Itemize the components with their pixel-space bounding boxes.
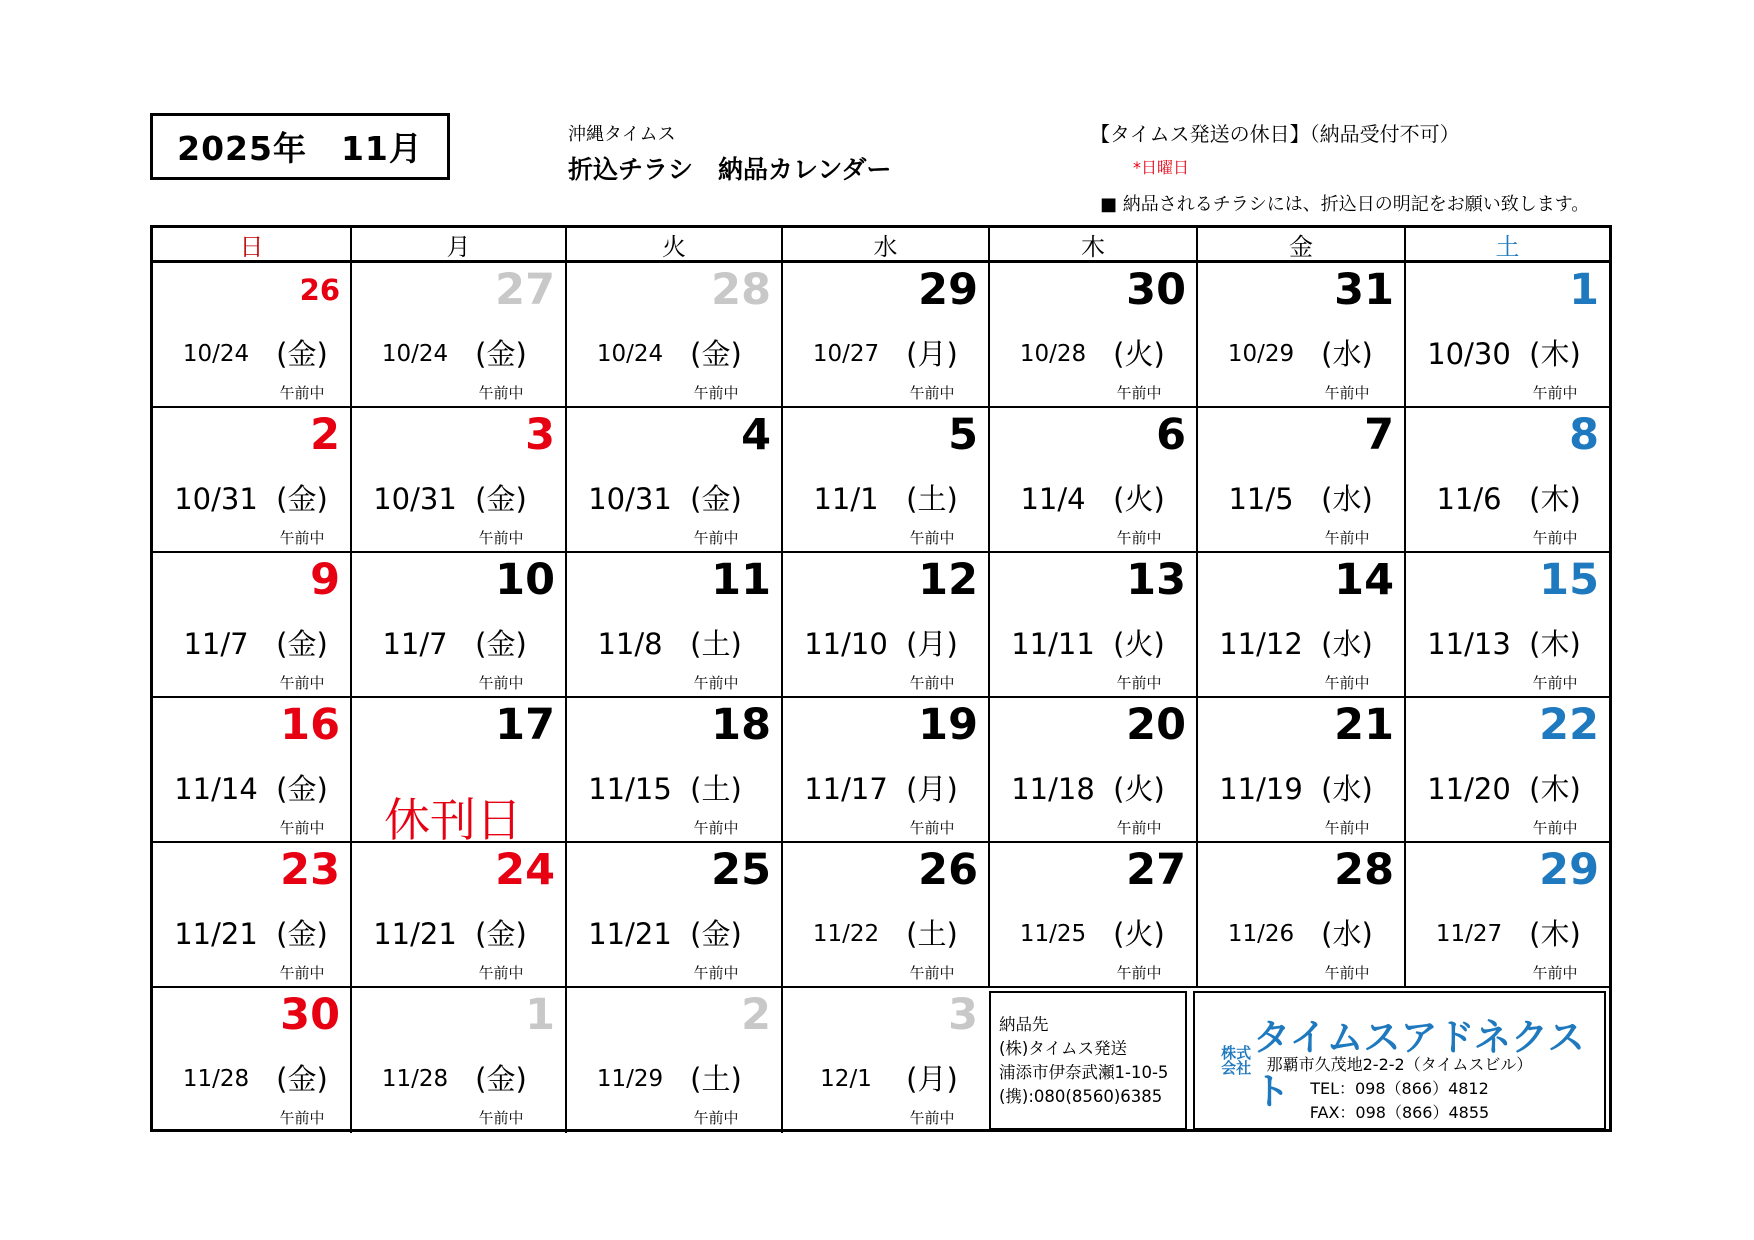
day-number: 7 <box>1364 410 1394 460</box>
delivery-time: 午前中 <box>1324 674 1370 692</box>
delivery-date <box>1206 919 1382 949</box>
day-cell <box>1196 698 1404 841</box>
delivery-weekday: (火) <box>1113 337 1165 371</box>
company-fax: FAX：098（866）4855 <box>1309 1103 1490 1122</box>
delivery-time: 午前中 <box>909 529 955 547</box>
day-number: 18 <box>711 700 771 750</box>
delivery-weekday: (木) <box>1529 627 1581 661</box>
delivery-time: 午前中 <box>279 964 325 982</box>
delivery-time: 午前中 <box>693 674 739 692</box>
day-number: 24 <box>495 845 555 895</box>
delivery-time: 午前中 <box>1532 384 1578 402</box>
flyer-note: ■ 納品されるチラシには、折込日の明記をお願い致します。 <box>1100 194 1590 215</box>
delivery-weekday: (金) <box>690 917 742 951</box>
day-cell <box>153 988 350 1133</box>
week-row <box>153 843 1609 988</box>
delivery-month-day: 11/8 <box>597 627 663 661</box>
delivery-time: 午前中 <box>693 964 739 982</box>
closed-days: *日曜日 <box>1133 158 1190 177</box>
day-cell <box>565 698 781 841</box>
day-number: 27 <box>1126 845 1186 895</box>
delivery-month-day: 10/29 <box>1227 341 1295 367</box>
day-number: 20 <box>1126 700 1186 750</box>
delivery-month-day: 11/22 <box>812 921 880 947</box>
destination-name: (株)タイムス発送 <box>999 1039 1128 1058</box>
delivery-weekday: (金) <box>475 1062 527 1096</box>
delivery-weekday: (金) <box>690 337 742 371</box>
delivery-date <box>998 919 1174 949</box>
logo-prefix-bottom: 会社 <box>1221 1059 1252 1077</box>
day-number: 28 <box>1334 845 1394 895</box>
delivery-weekday: (金) <box>475 337 527 371</box>
delivery-weekday: (金) <box>276 627 328 661</box>
day-number: 1 <box>1569 265 1599 315</box>
delivery-destination <box>989 991 1187 1130</box>
delivery-date <box>791 629 967 659</box>
weekday-header-2: 火 <box>565 228 781 260</box>
week-row <box>153 553 1609 698</box>
day-number: 4 <box>741 410 771 460</box>
delivery-month-day: 11/27 <box>1435 921 1503 947</box>
closed-notice: 【タイムス発送の休日】（納品受付不可） <box>1090 122 1460 146</box>
day-cell <box>153 553 350 696</box>
day-number: 3 <box>525 410 555 460</box>
delivery-weekday: (火) <box>1113 917 1165 951</box>
day-number: 31 <box>1334 265 1394 315</box>
day-cell <box>781 553 988 696</box>
day-cell <box>1404 553 1609 696</box>
day-cell <box>781 408 988 551</box>
day-number: 22 <box>1539 700 1599 750</box>
delivery-month-day: 11/6 <box>1436 482 1502 516</box>
delivery-weekday: (土) <box>906 482 958 516</box>
delivery-weekday: (月) <box>906 337 958 371</box>
delivery-weekday: (金) <box>276 772 328 806</box>
delivery-weekday: (水) <box>1321 337 1373 371</box>
logo-prefix-top: 株式 <box>1221 1044 1252 1062</box>
day-cell <box>988 698 1196 841</box>
delivery-date <box>161 339 337 369</box>
day-number: 2 <box>310 410 340 460</box>
delivery-time: 午前中 <box>478 964 524 982</box>
month-title: 2025年 11月 <box>177 129 423 168</box>
day-cell <box>988 263 1196 406</box>
day-cell <box>988 843 1196 986</box>
calendar-title: 折込チラシ 納品カレンダー <box>568 155 892 184</box>
delivery-date <box>360 919 536 949</box>
delivery-weekday: (火) <box>1113 627 1165 661</box>
delivery-time: 午前中 <box>1116 819 1162 837</box>
delivery-month-day: 11/29 <box>596 1066 664 1092</box>
delivery-month-day: 10/24 <box>381 341 449 367</box>
delivery-month-day: 11/14 <box>174 772 258 806</box>
delivery-date <box>360 629 536 659</box>
delivery-date <box>575 629 751 659</box>
day-cell <box>565 553 781 696</box>
delivery-month-day: 10/28 <box>1019 341 1087 367</box>
destination-mobile: (携):080(8560)6385 <box>999 1087 1163 1106</box>
publisher-name: 沖縄タイムス <box>568 124 676 145</box>
delivery-time: 午前中 <box>279 1109 325 1127</box>
day-cell <box>350 263 565 406</box>
delivery-time: 午前中 <box>1532 529 1578 547</box>
delivery-weekday: (火) <box>1113 772 1165 806</box>
delivery-month-day: 11/10 <box>804 627 888 661</box>
day-number: 1 <box>525 990 555 1040</box>
delivery-month-day: 10/31 <box>174 482 258 516</box>
weekday-header-5: 金 <box>1196 228 1404 260</box>
week-row <box>153 263 1609 408</box>
delivery-month-day: 11/12 <box>1219 627 1303 661</box>
delivery-weekday: (月) <box>906 627 958 661</box>
delivery-time: 午前中 <box>909 674 955 692</box>
delivery-month-day: 10/31 <box>373 482 457 516</box>
delivery-weekday: (土) <box>906 917 958 951</box>
day-number: 3 <box>948 990 978 1040</box>
delivery-month-day: 11/28 <box>381 1066 449 1092</box>
delivery-date <box>998 484 1174 514</box>
weekday-header-0: 日 <box>239 232 264 261</box>
day-cell <box>1196 843 1404 986</box>
month-title-box <box>150 113 450 180</box>
day-cell <box>153 408 350 551</box>
delivery-month-day: 11/28 <box>182 1066 250 1092</box>
delivery-month-day: 11/7 <box>183 627 249 661</box>
delivery-calendar <box>150 225 1612 1132</box>
delivery-weekday: (金) <box>690 482 742 516</box>
day-cell <box>988 553 1196 696</box>
delivery-time: 午前中 <box>909 964 955 982</box>
day-number: 10 <box>495 555 555 605</box>
destination-label: 納品先 <box>999 1015 1049 1034</box>
day-cell <box>1404 698 1609 841</box>
day-cell <box>565 408 781 551</box>
day-number: 12 <box>918 555 978 605</box>
delivery-weekday: (月) <box>906 1062 958 1096</box>
day-number: 15 <box>1539 555 1599 605</box>
day-number: 14 <box>1334 555 1394 605</box>
company-tel: TEL：098（866）4812 <box>1310 1079 1489 1098</box>
delivery-time: 午前中 <box>1116 529 1162 547</box>
delivery-month-day: 11/20 <box>1427 772 1511 806</box>
delivery-date <box>998 629 1174 659</box>
delivery-time: 午前中 <box>279 384 325 402</box>
day-number: 29 <box>918 265 978 315</box>
day-number: 25 <box>711 845 771 895</box>
day-cell <box>1404 408 1609 551</box>
day-cell <box>153 843 350 986</box>
delivery-date <box>791 484 967 514</box>
delivery-weekday: (木) <box>1529 772 1581 806</box>
delivery-date <box>1414 774 1590 804</box>
delivery-month-day: 11/21 <box>174 917 258 951</box>
company-info <box>1193 991 1606 1130</box>
delivery-month-day: 11/21 <box>373 917 457 951</box>
day-cell <box>350 408 565 551</box>
delivery-weekday: (木) <box>1529 337 1581 371</box>
delivery-time: 午前中 <box>1532 964 1578 982</box>
delivery-date <box>360 1064 536 1094</box>
day-cell <box>781 698 988 841</box>
delivery-month-day: 11/7 <box>382 627 448 661</box>
delivery-month-day: 11/5 <box>1228 482 1294 516</box>
delivery-time: 午前中 <box>478 529 524 547</box>
company-contact <box>1195 1053 1604 1125</box>
day-number: 30 <box>280 990 340 1040</box>
delivery-date <box>575 919 751 949</box>
delivery-month-day: 11/26 <box>1227 921 1295 947</box>
day-number: 11 <box>711 555 771 605</box>
delivery-date <box>575 774 751 804</box>
day-number: 8 <box>1569 410 1599 460</box>
delivery-time: 午前中 <box>1116 674 1162 692</box>
delivery-time: 午前中 <box>909 384 955 402</box>
delivery-month-day: 10/24 <box>182 341 250 367</box>
day-number: 23 <box>280 845 340 895</box>
delivery-weekday: (金) <box>276 482 328 516</box>
delivery-date <box>1206 484 1382 514</box>
day-number: 2 <box>741 990 771 1040</box>
delivery-month-day: 10/24 <box>596 341 664 367</box>
delivery-date <box>998 774 1174 804</box>
delivery-month-day: 11/17 <box>804 772 888 806</box>
week-row <box>153 408 1609 553</box>
contact-area <box>986 988 1609 1133</box>
delivery-time: 午前中 <box>1532 674 1578 692</box>
day-cell <box>565 843 781 986</box>
delivery-weekday: (水) <box>1321 482 1373 516</box>
delivery-time: 午前中 <box>1532 819 1578 837</box>
day-cell <box>1404 843 1609 986</box>
delivery-weekday: (水) <box>1321 627 1373 661</box>
delivery-weekday: (火) <box>1113 482 1165 516</box>
delivery-date <box>1414 629 1590 659</box>
day-number: 9 <box>310 555 340 605</box>
delivery-month-day: 11/21 <box>588 917 672 951</box>
destination-address: 浦添市伊奈武瀬1-10-5 <box>999 1063 1169 1082</box>
day-cell <box>781 263 988 406</box>
day-cell <box>565 988 781 1133</box>
delivery-date <box>1206 339 1382 369</box>
day-cell <box>153 698 350 841</box>
delivery-date <box>575 484 751 514</box>
delivery-date <box>575 1064 751 1094</box>
day-number: 28 <box>711 265 771 315</box>
day-number: 29 <box>1539 845 1599 895</box>
day-number: 13 <box>1126 555 1186 605</box>
delivery-month-day: 11/11 <box>1011 627 1095 661</box>
delivery-month-day: 11/15 <box>588 772 672 806</box>
delivery-weekday: (金) <box>475 917 527 951</box>
delivery-time: 午前中 <box>1324 384 1370 402</box>
delivery-time: 午前中 <box>693 819 739 837</box>
delivery-time: 午前中 <box>909 1109 955 1127</box>
day-number: 26 <box>299 273 340 307</box>
weekday-header-3: 水 <box>781 228 988 260</box>
weekday-header-6: 土 <box>1404 228 1609 260</box>
delivery-date <box>360 484 536 514</box>
week-row <box>153 988 1609 1133</box>
holiday-label: 休刊日 <box>384 793 522 847</box>
delivery-month-day: 11/19 <box>1219 772 1303 806</box>
delivery-date <box>161 1064 337 1094</box>
delivery-weekday: (金) <box>475 627 527 661</box>
delivery-date <box>161 774 337 804</box>
delivery-time: 午前中 <box>279 529 325 547</box>
day-number: 26 <box>918 845 978 895</box>
delivery-time: 午前中 <box>909 819 955 837</box>
delivery-date <box>998 339 1174 369</box>
week-row <box>153 698 1609 847</box>
day-cell <box>781 988 988 1133</box>
delivery-time: 午前中 <box>279 674 325 692</box>
delivery-month-day: 11/18 <box>1011 772 1095 806</box>
delivery-time: 午前中 <box>693 529 739 547</box>
delivery-date <box>791 774 967 804</box>
delivery-month-day: 10/31 <box>588 482 672 516</box>
delivery-time: 午前中 <box>279 819 325 837</box>
delivery-weekday: (木) <box>1529 482 1581 516</box>
day-cell <box>988 408 1196 551</box>
delivery-date <box>161 629 337 659</box>
day-number: 17 <box>495 700 555 750</box>
delivery-date <box>1414 484 1590 514</box>
delivery-time: 午前中 <box>1116 384 1162 402</box>
delivery-time: 午前中 <box>693 384 739 402</box>
delivery-time: 午前中 <box>1324 819 1370 837</box>
delivery-weekday: (土) <box>690 1062 742 1096</box>
delivery-weekday: (金) <box>475 482 527 516</box>
delivery-date <box>1414 919 1590 949</box>
delivery-month-day: 11/1 <box>813 482 879 516</box>
delivery-time: 午前中 <box>693 1109 739 1127</box>
day-cell <box>1196 408 1404 551</box>
delivery-weekday: (水) <box>1321 917 1373 951</box>
day-cell <box>1404 263 1609 406</box>
delivery-date <box>791 339 967 369</box>
delivery-time: 午前中 <box>478 1109 524 1127</box>
delivery-weekday: (金) <box>276 917 328 951</box>
delivery-time: 午前中 <box>478 384 524 402</box>
weekday-header-4: 木 <box>988 228 1196 260</box>
delivery-date <box>791 1064 967 1094</box>
delivery-weekday: (金) <box>276 1062 328 1096</box>
delivery-time: 午前中 <box>1116 964 1162 982</box>
delivery-date <box>791 919 967 949</box>
delivery-month-day: 10/27 <box>812 341 880 367</box>
delivery-date <box>360 339 536 369</box>
day-number: 21 <box>1334 700 1394 750</box>
day-cell <box>1196 263 1404 406</box>
delivery-month-day: 10/30 <box>1427 337 1511 371</box>
delivery-weekday: (月) <box>906 772 958 806</box>
delivery-date <box>161 484 337 514</box>
day-cell <box>153 263 350 406</box>
day-cell <box>350 698 565 847</box>
company-address: 那覇市久茂地2-2-2（タイムスビル） <box>1266 1055 1533 1074</box>
day-cell <box>350 843 565 986</box>
day-cell <box>781 843 988 986</box>
delivery-weekday: (金) <box>276 337 328 371</box>
day-cell <box>350 553 565 696</box>
delivery-month-day: 11/13 <box>1427 627 1511 661</box>
delivery-weekday: (木) <box>1529 917 1581 951</box>
day-cell <box>565 263 781 406</box>
delivery-weekday: (土) <box>690 627 742 661</box>
day-number: 6 <box>1156 410 1186 460</box>
delivery-date <box>1414 339 1590 369</box>
delivery-time: 午前中 <box>1324 964 1370 982</box>
delivery-date <box>1206 629 1382 659</box>
delivery-month-day: 12/1 <box>820 1066 872 1092</box>
day-number: 16 <box>280 700 340 750</box>
delivery-time: 午前中 <box>1324 529 1370 547</box>
delivery-month-day: 11/4 <box>1020 482 1086 516</box>
day-number: 27 <box>495 265 555 315</box>
day-number: 30 <box>1126 265 1186 315</box>
delivery-date <box>575 339 751 369</box>
delivery-time: 午前中 <box>478 674 524 692</box>
weekday-header-row <box>153 228 1609 263</box>
day-number: 19 <box>918 700 978 750</box>
delivery-date <box>1206 774 1382 804</box>
day-cell <box>350 988 565 1133</box>
delivery-weekday: (土) <box>690 772 742 806</box>
delivery-month-day: 11/25 <box>1019 921 1087 947</box>
logo-name: タイムスアドネクスト <box>1253 1016 1585 1113</box>
day-cell <box>1196 553 1404 696</box>
day-number: 5 <box>948 410 978 460</box>
weekday-header-1: 月 <box>350 228 565 260</box>
delivery-weekday: (水) <box>1321 772 1373 806</box>
delivery-date <box>161 919 337 949</box>
